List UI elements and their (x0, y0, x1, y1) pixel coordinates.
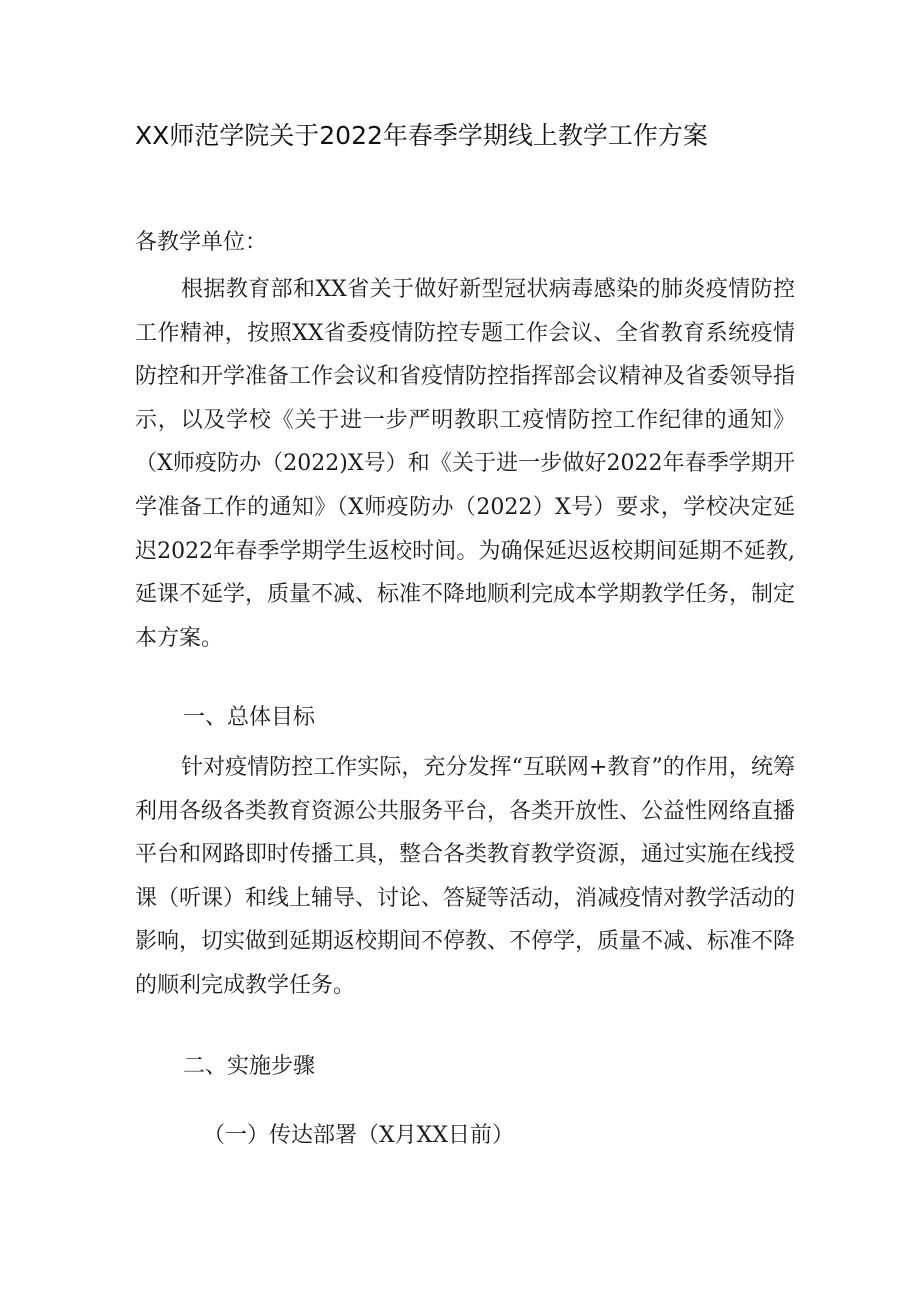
subsection-heading-deployment: （一）传达部署（X月XX日前） (203, 1123, 514, 1148)
paragraph-overall-goal: 针对疫情防控工作实际，充分发挥“互联网+教育”的作用，统筹利用各级各类教育资源公共服务平台，各类开放性、公益性网络直播平台和网路即时传播工具，整合各类教育教学资源，通过实施在线授课（听课）和线上辅导、讨论、答疑等活动，消减疫情对教学活动的影响，切实做到延期返校期间不停教、不停学，质量不减、标准不降的顺利完成教学任务。 (135, 755, 796, 998)
document-title: XX师范学院关于2022年春季学期线上教学工作方案 (135, 121, 708, 150)
section-heading-implementation-steps: 二、实施步骤 (183, 1054, 316, 1079)
section-heading-overall-goal: 一、总体目标 (183, 705, 316, 730)
paragraph-background: 根据教育部和XX省关于做好新型冠状病毒感染的肺炎疫情防控工作精神，按照XX省委疫情防控专题工作会议、全省教育系统疫情防控和开学准备工作会议和省疫情防控指挥部会议精神及省委领导指示，以及学校《关于进一步严明教职工疫情防控工作纪律的通知》（X师疫防办（2022)X号）和《关于进一步做好2022年春季学期开学准备工作的通知》（X师疫防办（2022）X号）要求，学校决定延迟2022年春季学期学生返校时间。为确保延迟返校期间延期不延教,延课不延学，质量不减、标准不降地顺利完成本学期教学任务，制定本方案。 (135, 277, 796, 651)
salutation: 各教学单位： (135, 230, 268, 255)
